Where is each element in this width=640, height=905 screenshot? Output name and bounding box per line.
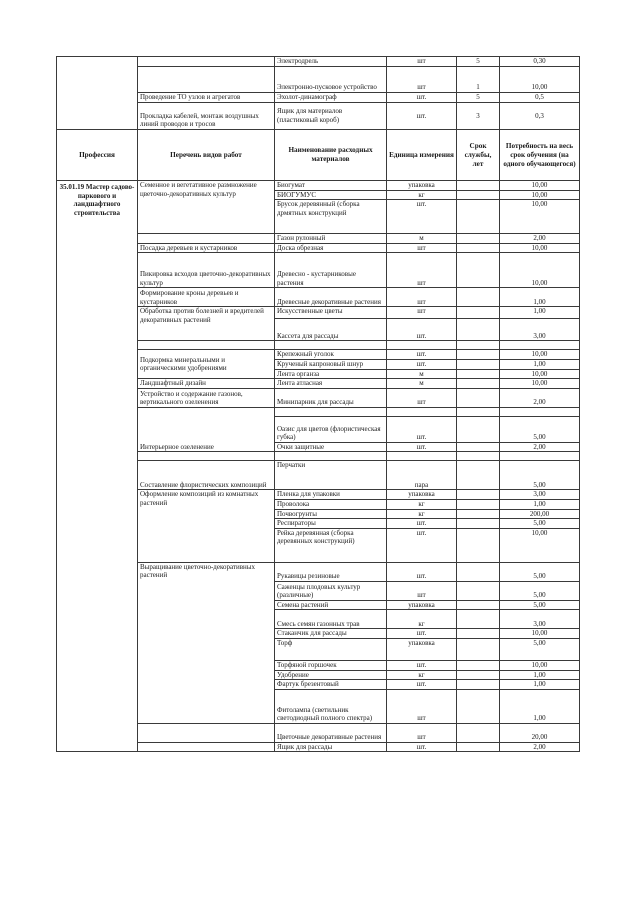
table-row: Крученый капроновый шнур шт. 1,00	[57, 359, 580, 369]
table-row: Прокладка кабелей, монтаж воздушных линий проводов и тросов Ящик для материалов (пластиковый короб) шт. 3 0,3	[57, 103, 580, 130]
header-materials: Наименование расходных материалов	[275, 130, 387, 181]
table-row: Стаканчик для рассады шт. 10,00	[57, 629, 580, 639]
table-row: Саженцы плодовых культур (различные) шт 5,00	[57, 581, 580, 600]
header-unit: Единица измерения	[387, 130, 457, 181]
work-cell: Подкормка минеральными и органическими удобрениями	[138, 350, 275, 379]
table-row: Пикировка всходов цветочно-декоративных культур Древесно - кустарниковые растения шт 10,00	[57, 253, 580, 288]
profession-cell: 35.01.19 Мастер садово-паркового и ландшафтного строительства	[57, 181, 138, 752]
table-row: Респираторы шт. 5,00	[57, 519, 580, 529]
work-cell: Ландшафтный дизайн	[138, 379, 275, 389]
table-row: Торф упаковка 5,00	[57, 638, 580, 660]
work-cell: Выращивание цветочно-декоративных растений	[138, 562, 275, 723]
table-row: Оазис для цветов (флористическая губка) шт. 5,00	[57, 416, 580, 442]
table-row: Очки защитные шт. 2,00	[57, 442, 580, 452]
table-row: Электродрель шт 5 0,30	[57, 57, 580, 67]
work-cell: Формирование кроны деревьев и кустарников	[138, 288, 275, 307]
work-cell: Оформление композиций из комнатных растений	[138, 490, 275, 562]
header-profession: Профессия	[57, 130, 138, 181]
header-need: Потребность на весь срок обучения (на одного обучающегося)	[500, 130, 580, 181]
table-header-row	[57, 130, 580, 181]
table-row: БИОГУМУС кг 10,00	[57, 190, 580, 200]
table-row: Фитолампа (светильник светодиодный полного спектра) шт 1,00	[57, 689, 580, 723]
table-row: Оформление композиций из комнатных растений Пленка для упаковки упаковка 3,00	[57, 490, 580, 500]
work-cell: Пикировка всходов цветочно-декоративных культур	[138, 253, 275, 288]
table-row: Семена растений упаковка 5,00	[57, 600, 580, 610]
materials-table	[56, 56, 580, 752]
table-row: Ландшафтный дизайн Лента атласная м 10,00	[57, 379, 580, 389]
work-cell: Обработка против болезней и вредителей декоративных растений	[138, 307, 275, 341]
table-row: Выращивание цветочно-декоративных растений Рукавицы резиновые шт. 5,00	[57, 562, 580, 581]
work-cell: Посадка деревьев и кустарников	[138, 243, 275, 253]
header-works: Перечень видов работ	[138, 130, 275, 181]
table-row: 35.01.19 Мастер садово-паркового и ландшафтного строительства Семенное и вегетативное размножение цветочно-декоративных культур Биогумат упаковка 10,00	[57, 181, 580, 191]
table-row: Ящик для рассады шт. 2,00	[57, 742, 580, 752]
table-row: Подкормка минеральными и органическими удобрениями Крепежный уголок шт. 10,00	[57, 350, 580, 360]
table-row: Проведение ТО узлов и агрегатов Эхолот-динамограф шт. 5 0,5	[57, 93, 580, 103]
table-row: Торфяной горшочек шт. 10,00	[57, 660, 580, 670]
table-row: Кассета для рассады шт. 3,00	[57, 319, 580, 341]
table-row: Формирование кроны деревьев и кустарников Древесные декоративные растения шт 1,00	[57, 288, 580, 307]
table-row: Проволока кг 1,00	[57, 499, 580, 509]
table-row: Фартук брезентовый шт. 1,00	[57, 680, 580, 690]
table-row: Обработка против болезней и вредителей декоративных растений Искусственные цветы шт 1,00	[57, 307, 580, 319]
table-row: Брусок деревянный (сборка дрмятных конструкций шт. 10,00	[57, 200, 580, 234]
table-row: Почвогрунты кг 200,00	[57, 509, 580, 519]
work-cell: Интерьерное озеленение	[138, 407, 275, 452]
header-life: Срок службы, лет	[457, 130, 500, 181]
table-row: Устройство и содержание газонов, вертикального озеленения Минипарник для рассады шт 2,00	[57, 388, 580, 407]
work-cell: Семенное и вегетативное размножение цветочно-декоративных культур	[138, 181, 275, 234]
work-cell: Устройство и содержание газонов, вертикального озеленения	[138, 388, 275, 407]
table-row: Газон рулонный м 2,00	[57, 234, 580, 244]
table-row: Смесь семян газонных трав кг 3,00	[57, 610, 580, 629]
table-row: Составление флористических композиций Перчатки пара 5,00	[57, 461, 580, 490]
table-row: Рейка деревянная (сборка деревянных конструкций) шт. 10,00	[57, 528, 580, 562]
table-row: Лента органза м 10,00	[57, 369, 580, 379]
table-row: Удобрение кг 1,00	[57, 670, 580, 680]
table-row: Цветочные декоративные растения шт 20,00	[57, 723, 580, 742]
table-row: Электронно-пусковое устройство шт 1 10,00	[57, 67, 580, 93]
table-row: Посадка деревьев и кустарников Доска обрезная шт 10,00	[57, 243, 580, 253]
work-cell: Составление флористических композиций	[138, 461, 275, 490]
